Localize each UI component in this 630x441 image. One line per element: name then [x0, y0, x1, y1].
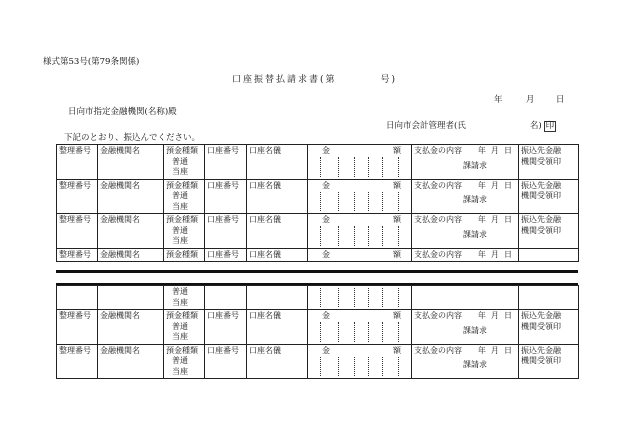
cell-deposit-type: 普通 当座 — [164, 286, 205, 310]
table-row — [57, 145, 579, 180]
form-title — [232, 76, 397, 85]
cell-amount: 金 額 — [308, 248, 412, 262]
date-day-label: 日 — [555, 95, 565, 105]
cell-payment-content: 支払金の内容 年 月 日 課請求 — [412, 214, 519, 249]
table-row — [57, 344, 579, 379]
cashier-label: 日向市会計管理者(氏 — [386, 121, 466, 131]
cell-amount: 金 額 — [308, 344, 412, 379]
cell-account-name: 口座名儀 — [247, 310, 308, 345]
request-table-bottom — [56, 285, 579, 379]
cell-receipt-seal: 振込先金融 機関受領印 — [519, 214, 579, 249]
cell-bank-name — [98, 286, 164, 310]
cell-account-no: 口座番号 — [205, 248, 247, 262]
cell-seiri-no: 整理番号 — [57, 179, 98, 214]
cell-account-name: 口座名儀 — [247, 214, 308, 249]
cell-payment-content — [412, 286, 519, 310]
cell-bank-name: 金融機関名 — [98, 310, 164, 345]
cell-receipt-seal: 振込先金融 機関受領印 — [519, 344, 579, 379]
cell-account-name: 口座名儀 — [247, 145, 308, 180]
cell-payment-content: 支払金の内容 年 月 日 課請求 — [412, 145, 519, 180]
cell-seiri-no: 整理番号 — [57, 248, 98, 262]
cell-account-no: 口座番号 — [205, 145, 247, 180]
date-year-label: 年 — [494, 95, 503, 105]
cell-seiri-no: 整理番号 — [57, 344, 98, 379]
cashier-line — [386, 121, 556, 132]
cell-receipt-seal: 振込先金融 機関受領印 — [519, 310, 579, 345]
cashier-name-close: 名) — [529, 121, 542, 131]
cell-deposit-type: 預金種類 — [164, 248, 205, 262]
cell-seiri-no — [57, 286, 98, 310]
cell-payment-content: 支払金の内容 年 月 日 — [412, 248, 519, 262]
cell-account-no: 口座番号 — [205, 179, 247, 214]
request-table-top — [56, 144, 579, 262]
cell-amount: 金 額 — [308, 179, 412, 214]
addressee: 日向市指定金融機関(名称)殿 — [68, 107, 177, 117]
cell-seiri-no: 整理番号 — [57, 145, 98, 180]
cell-receipt-seal — [519, 248, 579, 262]
table-row — [57, 310, 579, 345]
cell-payment-content: 支払金の内容 年 月 日 課請求 — [412, 344, 519, 379]
cell-deposit-type: 預金種類 普通 当座 — [164, 344, 205, 379]
table-row — [57, 179, 579, 214]
form-title-suffix: 号) — [380, 75, 398, 85]
cell-receipt-seal — [519, 286, 579, 310]
cell-bank-name: 金融機関名 — [98, 248, 164, 262]
cell-account-no: 口座番号 — [205, 344, 247, 379]
cell-deposit-type: 預金種類 普通 当座 — [164, 145, 205, 180]
cell-deposit-type: 預金種類 普通 当座 — [164, 179, 205, 214]
cell-seiri-no: 整理番号 — [57, 310, 98, 345]
section-divider — [56, 270, 578, 273]
date-month-label: 月 — [525, 95, 535, 105]
cell-receipt-seal: 振込先金融 機関受領印 — [519, 145, 579, 180]
cell-amount: 金 額 — [308, 214, 412, 249]
table-row — [57, 286, 579, 310]
cell-bank-name: 金融機関名 — [98, 344, 164, 379]
form-number: 様式第53号(第79条関係) — [43, 57, 140, 67]
form-title-prefix: 口座振替払請求書(第 — [232, 75, 337, 85]
seal-mark: 印 — [545, 121, 555, 131]
cell-bank-name: 金融機関名 — [98, 179, 164, 214]
cell-seiri-no: 整理番号 — [57, 214, 98, 249]
cell-bank-name: 金融機関名 — [98, 214, 164, 249]
cell-payment-content: 支払金の内容 年 月 日 課請求 — [412, 179, 519, 214]
cell-account-name — [247, 286, 308, 310]
cell-account-name: 口座名儀 — [247, 179, 308, 214]
table-row — [57, 214, 579, 249]
intro-text: 下記のとおり、振込んでください。 — [64, 133, 201, 143]
cell-account-name: 口座名儀 — [247, 344, 308, 379]
cell-receipt-seal: 振込先金融 機関受領印 — [519, 179, 579, 214]
cell-payment-content: 支払金の内容 年 月 日 課請求 — [412, 310, 519, 345]
table-row — [57, 248, 579, 262]
cell-bank-name: 金融機関名 — [98, 145, 164, 180]
cell-account-name: 口座名儀 — [247, 248, 308, 262]
cell-amount — [308, 286, 412, 310]
issue-date — [494, 96, 564, 105]
cell-account-no: 口座番号 — [205, 214, 247, 249]
cell-deposit-type: 預金種類 普通 当座 — [164, 214, 205, 249]
cell-deposit-type: 預金種類 普通 当座 — [164, 310, 205, 345]
cell-amount: 金 額 — [308, 145, 412, 180]
cell-amount: 金 額 — [308, 310, 412, 345]
cell-account-no: 口座番号 — [205, 310, 247, 345]
cell-account-no — [205, 286, 247, 310]
